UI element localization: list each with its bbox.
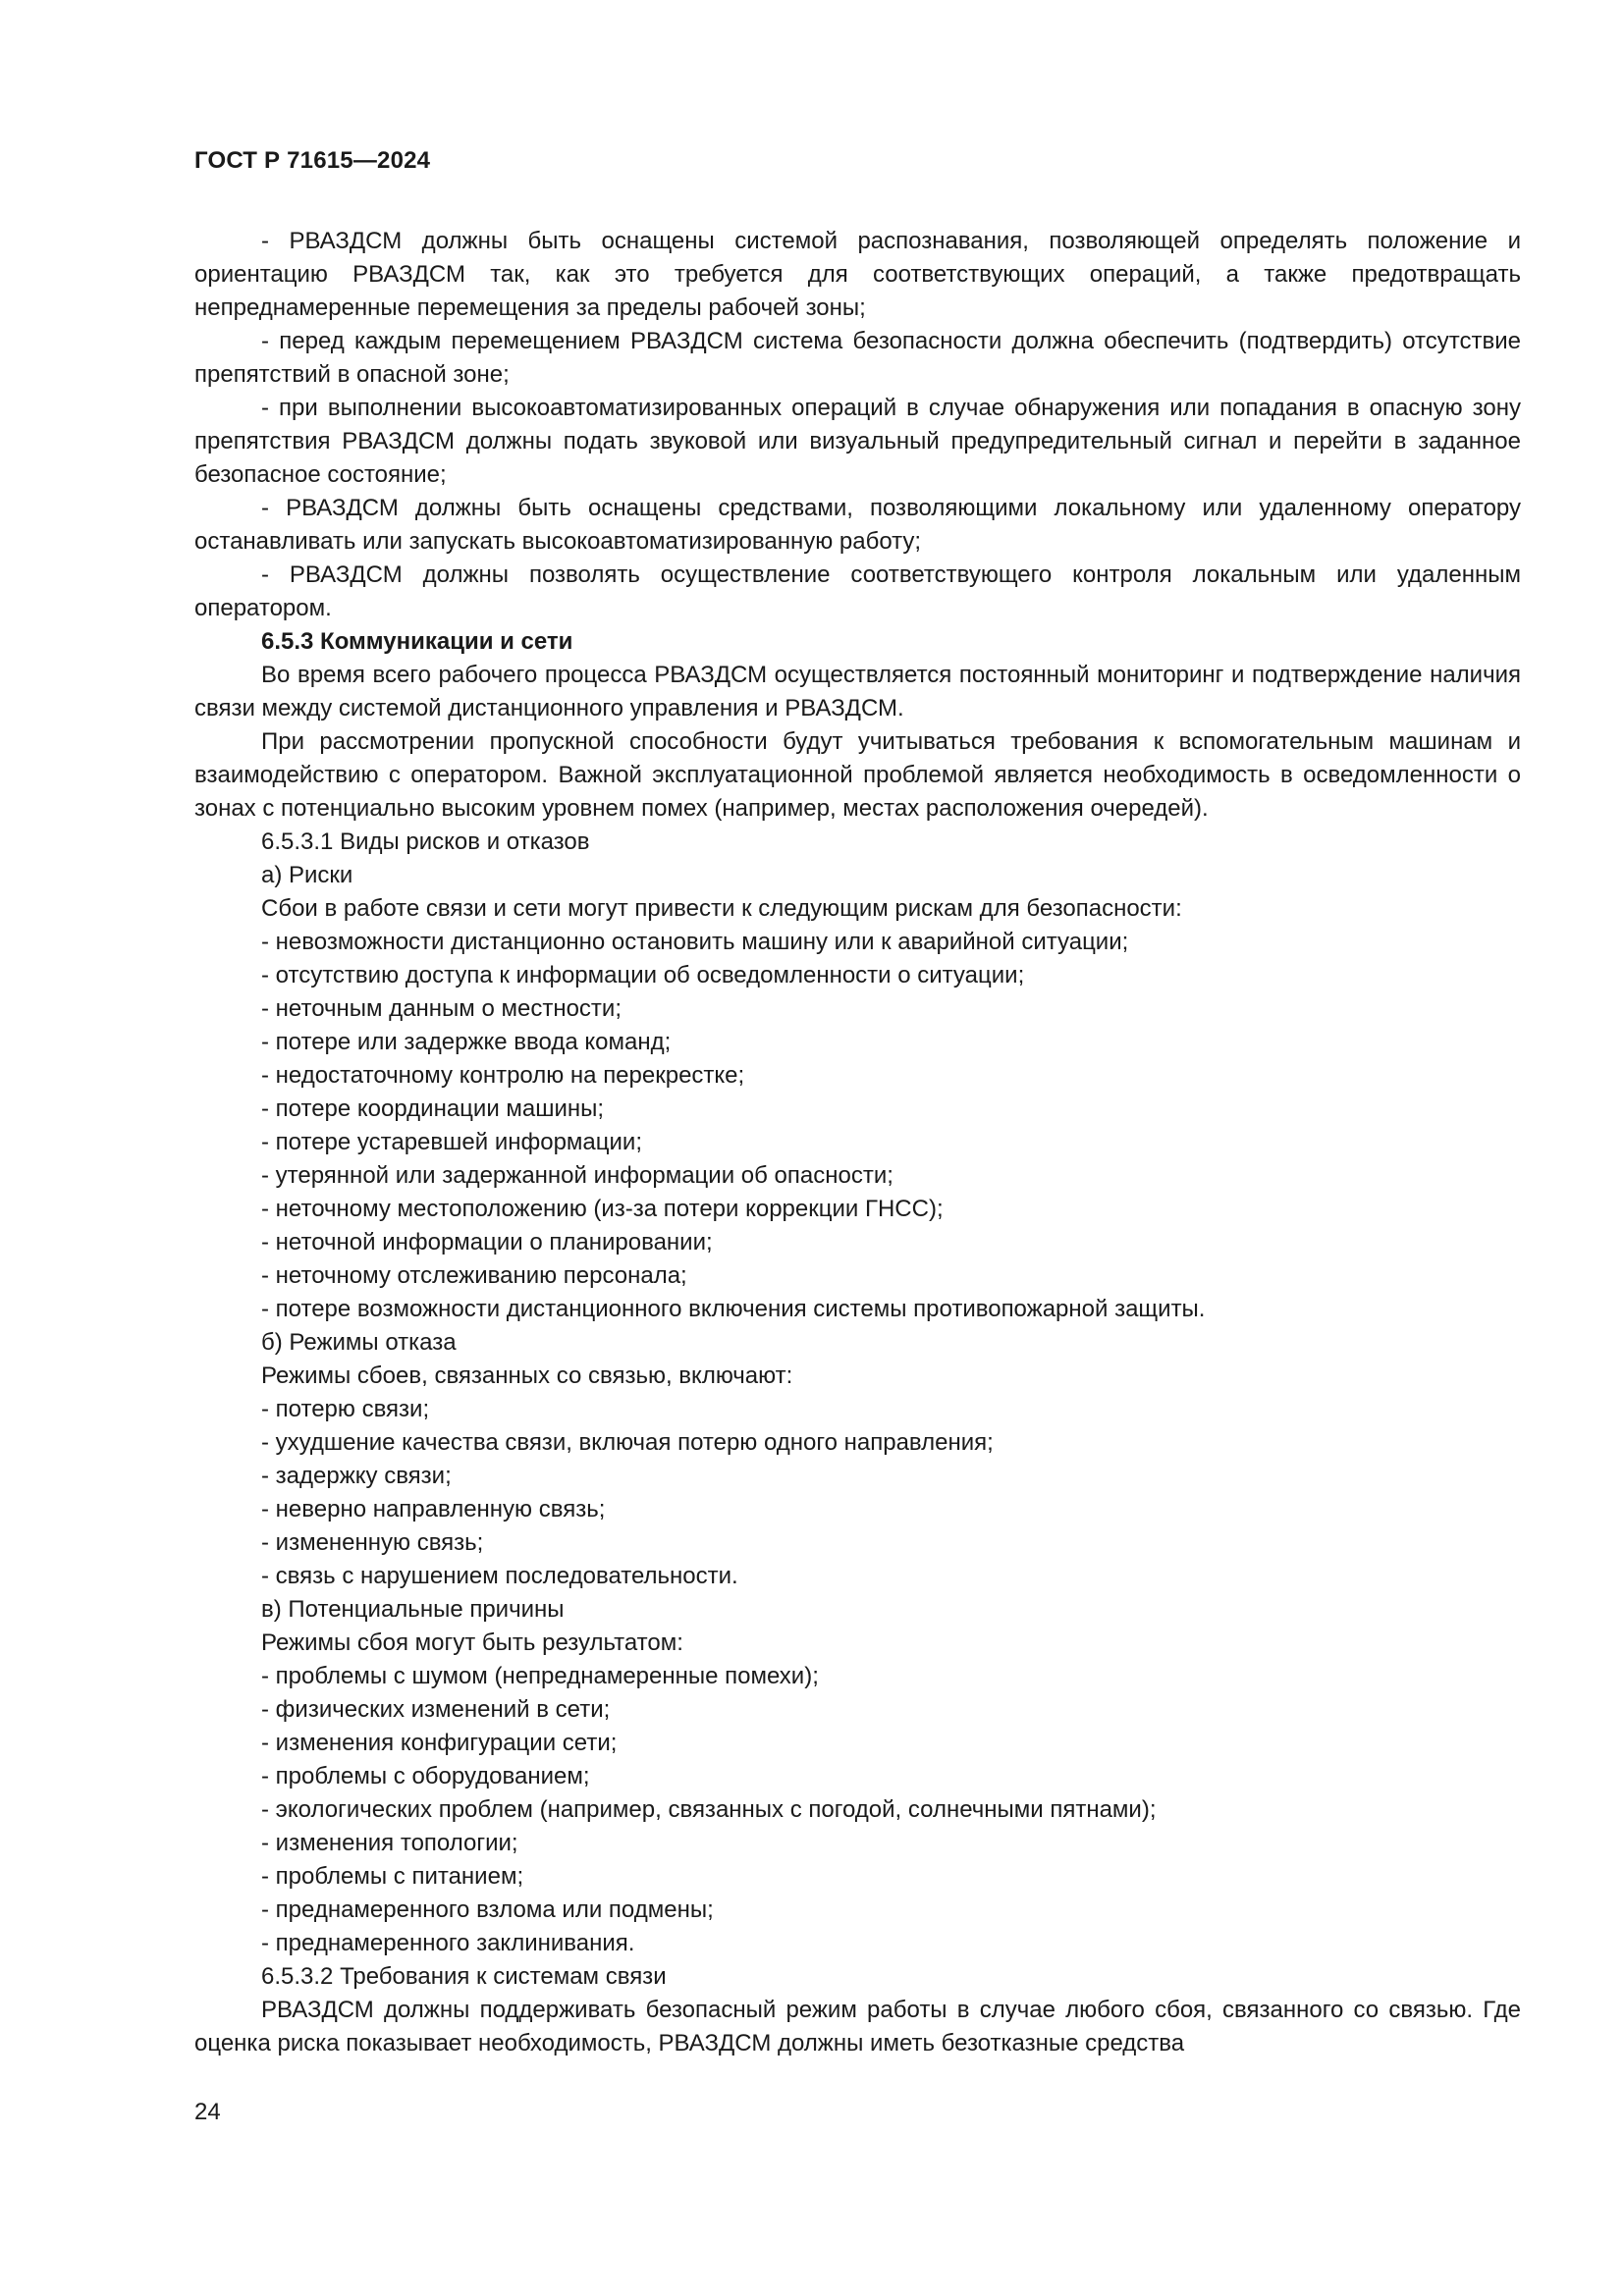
paragraph: Сбои в работе связи и сети могут привести к следующим рискам для безопасности:	[261, 895, 1182, 922]
paragraph: РВАЗДСМ должны поддерживать безопасный режим работы в случае любого сбоя, связанного со связью. Где оценка риска показывает необходимость, РВАЗДСМ должны иметь безотказные средства	[194, 1997, 1521, 2056]
list-item: - задержку связи;	[261, 1463, 452, 1489]
document-header: ГОСТ Р 71615—2024	[194, 147, 431, 174]
list-item: - потере координации машины;	[261, 1095, 605, 1122]
paragraph: При рассмотрении пропускной способности будут учитываться требования к вспомогательным машинам и взаимодействию с оператором. Важной эксплуатационной проблемой является необходимость в осведомленности о зонах с потенциально высоким уровнем помех (например, местах расположения очередей).	[194, 728, 1521, 822]
list-item: - экологических проблем (например, связанных с погодой, солнечными пятнами);	[261, 1796, 1157, 1823]
list-item: - физических изменений в сети;	[261, 1696, 611, 1723]
list-item: - потере или задержке ввода команд;	[261, 1029, 672, 1055]
list-item: - РВАЗДСМ должны позволять осуществление соответствующего контроля локальным или удаленным оператором.	[194, 561, 1521, 621]
list-item: - ухудшение качества связи, включая потерю одного направления;	[261, 1429, 994, 1456]
list-item: - отсутствию доступа к информации об осведомленности о ситуации;	[261, 962, 1025, 988]
list-item: - изменения топологии;	[261, 1830, 518, 1856]
subsection-heading: 6.5.3.2 Требования к системам связи	[261, 1963, 667, 1990]
list-item: - невозможности дистанционно остановить машину или к аварийной ситуации;	[261, 929, 1129, 955]
list-item: - проблемы с шумом (непреднамеренные помехи);	[261, 1663, 819, 1689]
list-item: - измененную связь;	[261, 1529, 484, 1556]
subsection-label: в) Потенциальные причины	[261, 1596, 565, 1623]
list-item: - неточной информации о планировании;	[261, 1229, 713, 1255]
subsection-label: а) Риски	[261, 862, 353, 888]
list-item: - неточному отслеживанию персонала;	[261, 1262, 687, 1289]
subsection-label: б) Режимы отказа	[261, 1329, 457, 1356]
list-item: - неточному местоположению (из-за потери коррекции ГНСС);	[261, 1196, 944, 1222]
list-item: - проблемы с питанием;	[261, 1863, 524, 1890]
list-item: - утерянной или задержанной информации об опасности;	[261, 1162, 893, 1189]
paragraph: Во время всего рабочего процесса РВАЗДСМ осуществляется постоянный мониторинг и подтверждение наличия связи между системой дистанционного управления и РВАЗДСМ.	[194, 662, 1521, 721]
page-number: 24	[194, 2099, 221, 2125]
list-item: - связь с нарушением последовательности.	[261, 1563, 738, 1589]
list-item: - преднамеренного взлома или подмены;	[261, 1896, 714, 1923]
paragraph: Режимы сбоев, связанных со связью, включают:	[261, 1362, 793, 1389]
subsection-heading: 6.5.3.1 Виды рисков и отказов	[261, 828, 590, 855]
list-item: - недостаточному контролю на перекрестке;	[261, 1062, 745, 1089]
list-item: - потерю связи;	[261, 1396, 430, 1422]
list-item: - неточным данным о местности;	[261, 995, 622, 1022]
document-body	[194, 225, 1521, 2060]
list-item: - преднамеренного заклинивания.	[261, 1930, 635, 1956]
list-item: - неверно направленную связь;	[261, 1496, 606, 1522]
section-heading: 6.5.3 Коммуникации и сети	[261, 628, 573, 655]
paragraph: Режимы сбоя могут быть результатом:	[261, 1629, 683, 1656]
list-item: - проблемы с оборудованием;	[261, 1763, 590, 1789]
list-item: - РВАЗДСМ должны быть оснащены средствами, позволяющими локальному или удаленному оператору останавливать или запускать высокоавтоматизированную работу;	[194, 495, 1521, 555]
list-item: - РВАЗДСМ должны быть оснащены системой распознавания, позволяющей определять положение и ориентацию РВАЗДСМ так, как это требуется для соответствующих операций, а также предотвращать непреднамеренные перемещения за пределы рабочей зоны;	[194, 228, 1521, 321]
list-item: - потере возможности дистанционного включения системы противопожарной защиты.	[261, 1296, 1206, 1322]
list-item: - потере устаревшей информации;	[261, 1129, 643, 1155]
list-item: - при выполнении высокоавтоматизированных операций в случае обнаружения или попадания в опасную зону препятствия РВАЗДСМ должны подать звуковой или визуальный предупредительный сигнал и перейти в заданное безопасное состояние;	[194, 395, 1521, 488]
list-item: - перед каждым перемещением РВАЗДСМ система безопасности должна обеспечить (подтвердить) отсутствие препятствий в опасной зоне;	[194, 328, 1521, 388]
list-item: - изменения конфигурации сети;	[261, 1730, 618, 1756]
